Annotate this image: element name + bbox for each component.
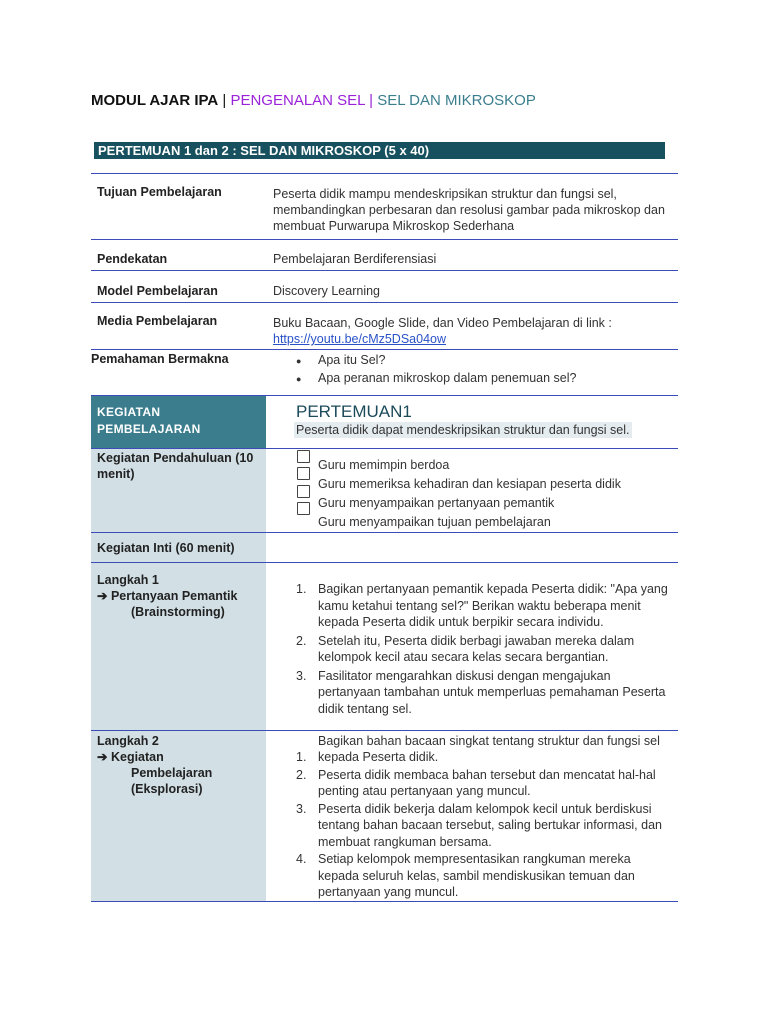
title-topic: PENGENALAN SEL | xyxy=(230,92,378,109)
pertemuan-title: PERTEMUAN1 xyxy=(296,402,412,421)
label-media: Media Pembelajaran xyxy=(97,314,218,328)
list-item xyxy=(296,352,385,369)
langkah1-sub2: (Brainstorming) xyxy=(131,605,225,619)
kegiatan-label xyxy=(97,404,201,438)
label-pendahuluan: Kegiatan Pendahuluan (10 menit) xyxy=(97,451,254,481)
langkah1-sub1: Pertanyaan Pemantik xyxy=(110,589,238,603)
kegiatan-label-line2: PEMBELAJARAN xyxy=(97,422,201,436)
rule xyxy=(91,532,678,533)
checkbox[interactable] xyxy=(297,450,310,463)
list-item xyxy=(296,749,674,766)
bullet-icon: ● xyxy=(296,374,302,384)
langkah2-sub3: (Eksplorasi) xyxy=(131,782,203,796)
rule xyxy=(91,448,678,449)
list-text: kepada Peserta didik. xyxy=(318,750,439,764)
bullet-text: Apa itu Sel? xyxy=(318,353,386,367)
list-text: Fasilitator mengarahkan diskusi dengan mengajukan pertanyaan tambahan untuk memperluas pemahaman Peserta didik tentang sel. xyxy=(318,668,666,716)
label-inti: Kegiatan Inti (60 menit) xyxy=(97,541,235,555)
rule xyxy=(91,302,678,303)
value-media: Buku Bacaan, Google Slide, dan Video Pembelajaran di link : xyxy=(273,316,612,330)
list-number: 1. xyxy=(296,750,307,764)
label-tujuan: Tujuan Pembelajaran xyxy=(97,185,222,199)
label-pendekatan: Pendekatan xyxy=(97,252,168,266)
list-number: 1. xyxy=(296,582,307,596)
checkbox[interactable] xyxy=(297,467,310,480)
meeting-banner: PERTEMUAN 1 dan 2 : SEL DAN MIKROSKOP (5 x 40) xyxy=(94,142,665,159)
langkah2-intro: Bagikan bahan bacaan singkat tentang struktur dan fungsi sel xyxy=(318,734,660,748)
langkah1-heading: Langkah 1 xyxy=(97,573,159,587)
list-item xyxy=(296,668,674,718)
list-item xyxy=(296,851,674,901)
value-pendekatan: Pembelajaran Berdiferensiasi xyxy=(273,252,437,266)
checklist-item: Guru memeriksa kehadiran dan kesiapan peserta didik xyxy=(318,477,621,491)
list-item xyxy=(296,633,674,666)
list-text: Peserta didik bekerja dalam kelompok kecil untuk berdiskusi tentang bahan bacaan tersebut, saling bertukar informasi, dan membuat rangkuman bersama. xyxy=(318,801,662,849)
video-link[interactable]: https://youtu.be/cMz5DSa04ow xyxy=(273,332,447,346)
langkah2-sub2: Pembelajaran xyxy=(131,766,213,780)
arrow-right-icon: ➔ xyxy=(97,750,108,764)
langkah2-title xyxy=(97,733,262,797)
list-text: Setelah itu, Peserta didik berbagi jawaban mereka dalam kelompok kecil atau secara kelas secara bergantian. xyxy=(318,633,635,664)
title-separator: | xyxy=(218,92,231,109)
rule xyxy=(91,173,678,174)
checklist-item: Guru memimpin berdoa xyxy=(318,458,450,472)
rule xyxy=(91,562,678,563)
rule xyxy=(91,239,678,240)
list-number: 4. xyxy=(296,852,307,866)
checklist-item: Guru menyampaikan tujuan pembelajaran xyxy=(318,515,551,529)
list-number: 2. xyxy=(296,633,307,648)
value-model: Discovery Learning xyxy=(273,284,380,298)
checkbox[interactable] xyxy=(297,502,310,515)
title-subject: MODUL AJAR IPA xyxy=(91,92,219,109)
rule xyxy=(91,349,678,350)
label-pemahaman: Pemahaman Bermakna xyxy=(91,352,229,366)
value-tujuan: Peserta didik mampu mendeskripsikan struktur dan fungsi sel, membandingkan perbesaran dan resolusi gambar pada mikroskop dan membuat Purwarupa Mikroskop Sederhana xyxy=(273,187,665,233)
list-item xyxy=(296,801,674,851)
list-number: 3. xyxy=(296,668,307,683)
list-item xyxy=(296,767,674,800)
label-model: Model Pembelajaran xyxy=(97,284,218,298)
langkah2-list xyxy=(296,749,674,902)
langkah2-heading: Langkah 2 xyxy=(97,734,159,748)
langkah2-sub1: Kegiatan xyxy=(110,750,164,764)
langkah1-list xyxy=(296,581,674,718)
arrow-right-icon: ➔ xyxy=(97,589,108,603)
bullet-text: Apa peranan mikroskop dalam penemuan sel? xyxy=(318,371,577,385)
rule xyxy=(91,730,678,731)
list-item xyxy=(296,370,577,387)
list-text: Bagikan pertanyaan pemantik kepada Peserta didik: "Apa yang kamu ketahui tentang sel?" Berikan waktu beberapa menit kepada Peserta didik untuk berpikir secara individu. xyxy=(318,582,668,629)
list-item xyxy=(296,581,674,631)
langkah1-sub xyxy=(97,588,262,604)
rule xyxy=(91,395,678,396)
langkah1-title xyxy=(97,572,262,620)
kegiatan-label-line1: KEGIATAN xyxy=(97,405,161,419)
bullet-icon: ● xyxy=(296,356,302,366)
list-text: Peserta didik membaca bahan tersebut dan mencatat hal-hal penting atau pertanyaan yang muncul. xyxy=(318,767,656,798)
checkbox[interactable] xyxy=(297,485,310,498)
langkah2-sub xyxy=(97,749,262,765)
list-number: 3. xyxy=(296,801,307,816)
checklist-item: Guru menyampaikan pertanyaan pemantik xyxy=(318,496,555,510)
title-subtopic: SEL DAN MIKROSKOP xyxy=(377,92,536,109)
list-number: 2. xyxy=(296,767,307,782)
list-text: Setiap kelompok mempresentasikan rangkuman mereka kepada seluruh kelas, sambil mendiskusikan temuan dan pertanyaan yang muncul. xyxy=(318,852,635,899)
pertemuan-subtitle: Peserta didik dapat mendeskripsikan struktur dan fungsi sel. xyxy=(296,423,630,437)
rule xyxy=(91,270,678,271)
document-title xyxy=(91,92,536,109)
